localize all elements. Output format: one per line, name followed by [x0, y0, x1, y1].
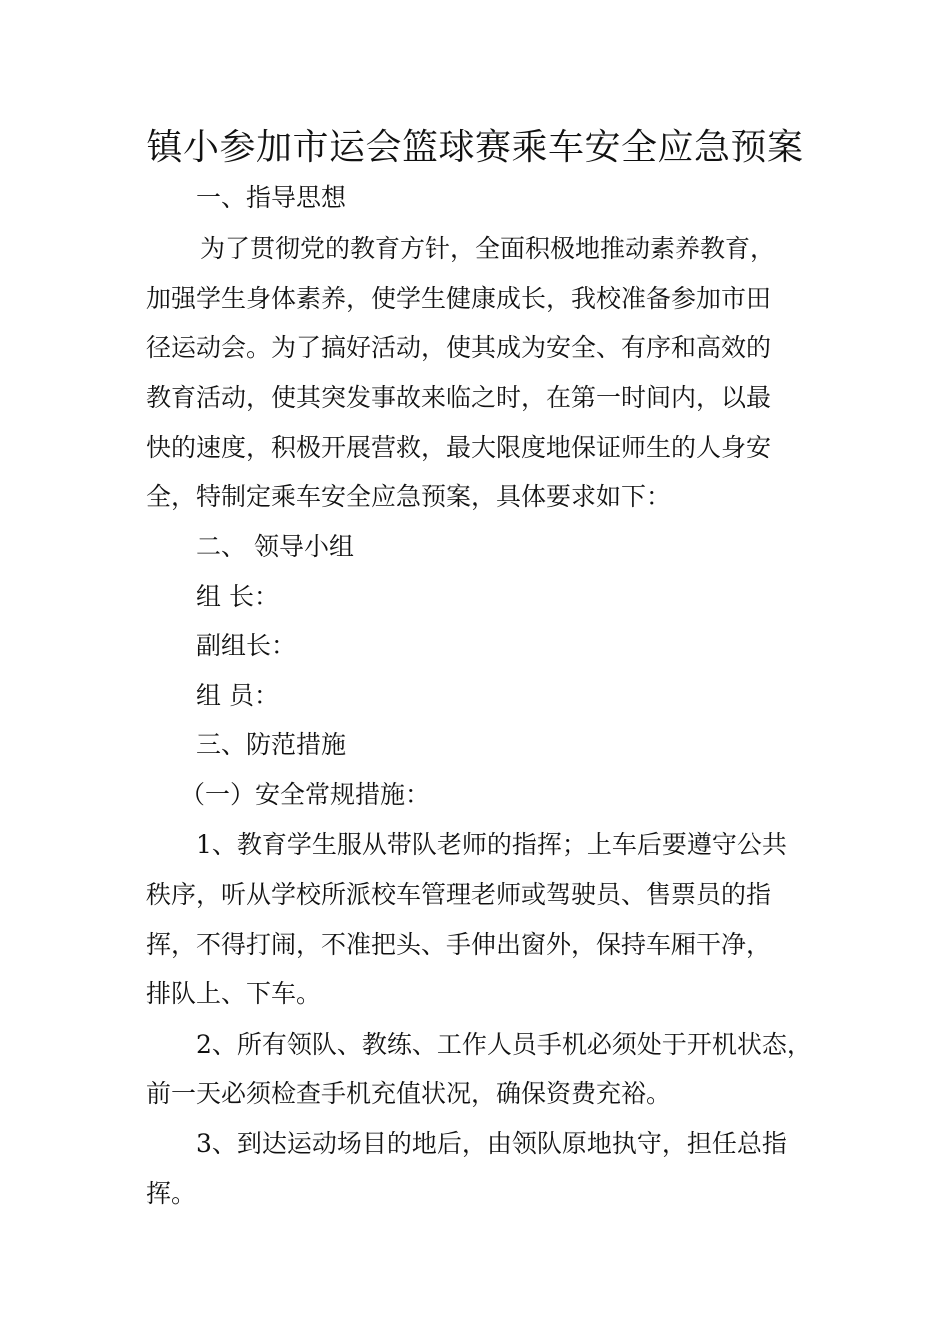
group-member-line: 组 员：: [196, 681, 279, 710]
heading-prevention-measures: 三、防范措施: [196, 730, 347, 759]
paragraph-line: 排队上、下车。: [146, 979, 322, 1008]
paragraph-line: 3、到达运动场目的地后，由领队原地执守，担任总指: [196, 1129, 787, 1158]
paragraph-line: 加强学生身体素养，使学生健康成长，我校准备参加市田: [146, 284, 772, 313]
paragraph-line: 挥，不得打闹，不准把头、手伸出窗外，保持车厢干净，: [146, 930, 772, 959]
deputy-leader-line: 副组长：: [196, 631, 297, 660]
paragraph-line: 快的速度，积极开展营救，最大限度地保证师生的人身安: [146, 433, 772, 462]
paragraph-line: 全，特制定乘车安全应急预案，具体要求如下：: [146, 482, 672, 511]
paragraph-line: 秩序，听从学校所派校车管理老师或驾驶员、售票员的指: [146, 880, 772, 909]
subheading-routine-measures: （一）安全常规措施：: [180, 780, 431, 809]
paragraph-line: 挥。: [146, 1179, 197, 1208]
paragraph-line: 2、所有领队、教练、工作人员手机必须处于开机状态，: [196, 1030, 812, 1059]
paragraph-line: 径运动会。为了搞好活动，使其成为安全、有序和高效的: [146, 333, 772, 362]
paragraph-line: 1、教育学生服从带队老师的指挥；上车后要遵守公共: [196, 830, 787, 859]
paragraph-line: 前一天必须检查手机充值状况，确保资费充裕。: [146, 1079, 672, 1108]
heading-leadership-group: 二、 领导小组: [196, 532, 354, 561]
paragraph-line: 教育活动，使其突发事故来临之时，在第一时间内，以最: [146, 383, 772, 412]
paragraph-line: 为了贯彻党的教育方针，全面积极地推动素养教育，: [200, 234, 776, 263]
document-title: 镇小参加市运会篮球赛乘车安全应急预案: [146, 127, 804, 168]
heading-guiding-ideology: 一、指导思想: [196, 183, 347, 212]
group-leader-line: 组 长：: [196, 582, 279, 611]
